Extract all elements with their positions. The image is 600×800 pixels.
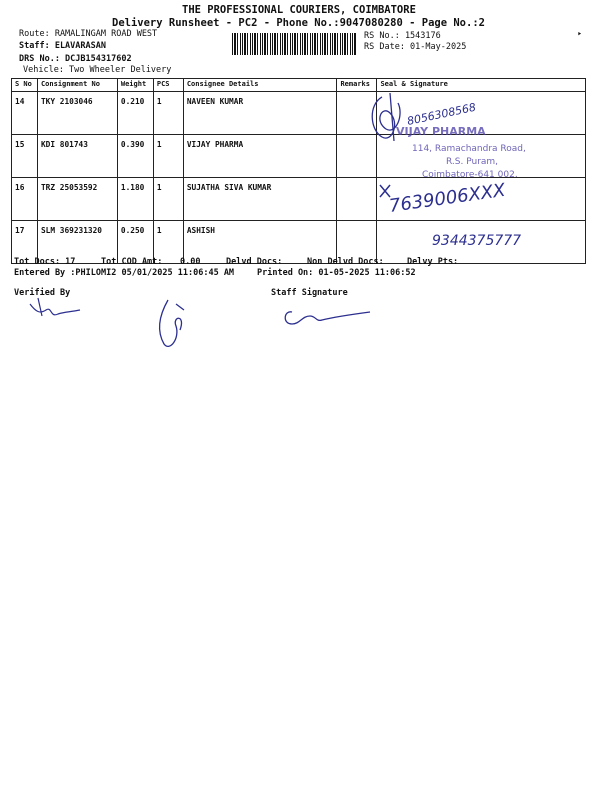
non-delivered-docs: Non Delvd Docs: [307, 257, 384, 267]
seal-overlay [360, 85, 590, 255]
cell-pcs: 1 [153, 92, 183, 135]
stamp-line-2: 114, Ramachandra Road, [412, 144, 526, 154]
staff-signature-label: Staff Signature [271, 288, 348, 298]
col-pcs: PCS [153, 79, 183, 92]
cell-sno: 16 [12, 178, 38, 221]
handwritten-phone-3: 9344375777 [432, 233, 522, 249]
barcode [232, 33, 357, 55]
cell-sno: 15 [12, 135, 38, 178]
cell-consignee: SUJATHA SIVA KUMAR [183, 178, 337, 221]
drs-number: DRS No.: DCJB154317602 [19, 54, 132, 64]
cell-weight: 0.210 [117, 92, 153, 135]
handwritten-phone-1: 8056308568 [405, 100, 478, 128]
cell-consignment: SLM 369231320 [37, 221, 117, 264]
cell-pcs: 1 [153, 178, 183, 221]
cell-weight: 0.390 [117, 135, 153, 178]
verifier-signature [30, 298, 80, 316]
rs-date: RS Date: 01-May-2025 [364, 42, 467, 52]
cell-pcs: 1 [153, 221, 183, 264]
delivered-docs: Delvd Docs: [226, 257, 283, 267]
col-consignment: Consignment No [37, 79, 117, 92]
staff-label: Staff: ELAVARASAN [19, 41, 106, 51]
cell-consignment: TKY 2103046 [37, 92, 117, 135]
footer-signatures [0, 290, 600, 360]
corner-mark: ‣ [577, 30, 583, 40]
col-seal-signature: Seal & Signature [377, 79, 586, 92]
cell-consignee: ASHISH [183, 221, 337, 264]
staff-signature [285, 312, 370, 324]
second-signature [160, 300, 184, 346]
handwritten-x-icon [380, 185, 390, 197]
cell-weight: 1.180 [117, 178, 153, 221]
printed-on: Printed On: 01-05-2025 11:06:52 [257, 268, 416, 278]
delivery-points: Delvy Pts: [407, 257, 459, 267]
company-name: THE PROFESSIONAL COURIERS, COIMBATORE [182, 4, 416, 16]
rs-number: RS No.: 1543176 [364, 31, 441, 41]
handwritten-phone-2: 7639006XXX [387, 179, 507, 217]
pharmacy-stamp [396, 125, 526, 180]
entered-by: Entered By :PHILOMI2 05/01/2025 11:06:45 AM [14, 268, 235, 278]
total-docs: Tot Docs: 17 [14, 257, 76, 267]
stamp-line-1: VIJAY PHARMA [396, 125, 486, 138]
cell-consignment: KDI 801743 [37, 135, 117, 178]
col-sno: S No [12, 79, 38, 92]
vehicle-label: Vehicle: Two Wheeler Delivery [23, 65, 172, 75]
cell-sno: 14 [12, 92, 38, 135]
col-remarks: Remarks [337, 79, 377, 92]
col-weight: Weight [117, 79, 153, 92]
cell-pcs: 1 [153, 135, 183, 178]
sheet-title: Delivery Runsheet - PC2 - Phone No.:9047080280 - Page No.:2 [112, 17, 485, 29]
total-cod-value: 0.00 [180, 257, 201, 267]
cell-weight: 0.250 [117, 221, 153, 264]
route-label: Route: RAMALINGAM ROAD WEST [19, 29, 158, 39]
verified-by-label: Verified By [14, 288, 71, 298]
stamp-line-4: Coimbatore-641 002. [422, 170, 518, 180]
cell-sno: 17 [12, 221, 38, 264]
cell-consignee: NAVEEN KUMAR [183, 92, 337, 135]
total-cod-label: Tot COD Amt: [101, 257, 163, 267]
col-consignee: Consignee Details [183, 79, 337, 92]
cell-consignment: TRZ 25053592 [37, 178, 117, 221]
stamp-line-3: R.S. Puram, [446, 157, 499, 167]
cell-consignee: VIJAY PHARMA [183, 135, 337, 178]
